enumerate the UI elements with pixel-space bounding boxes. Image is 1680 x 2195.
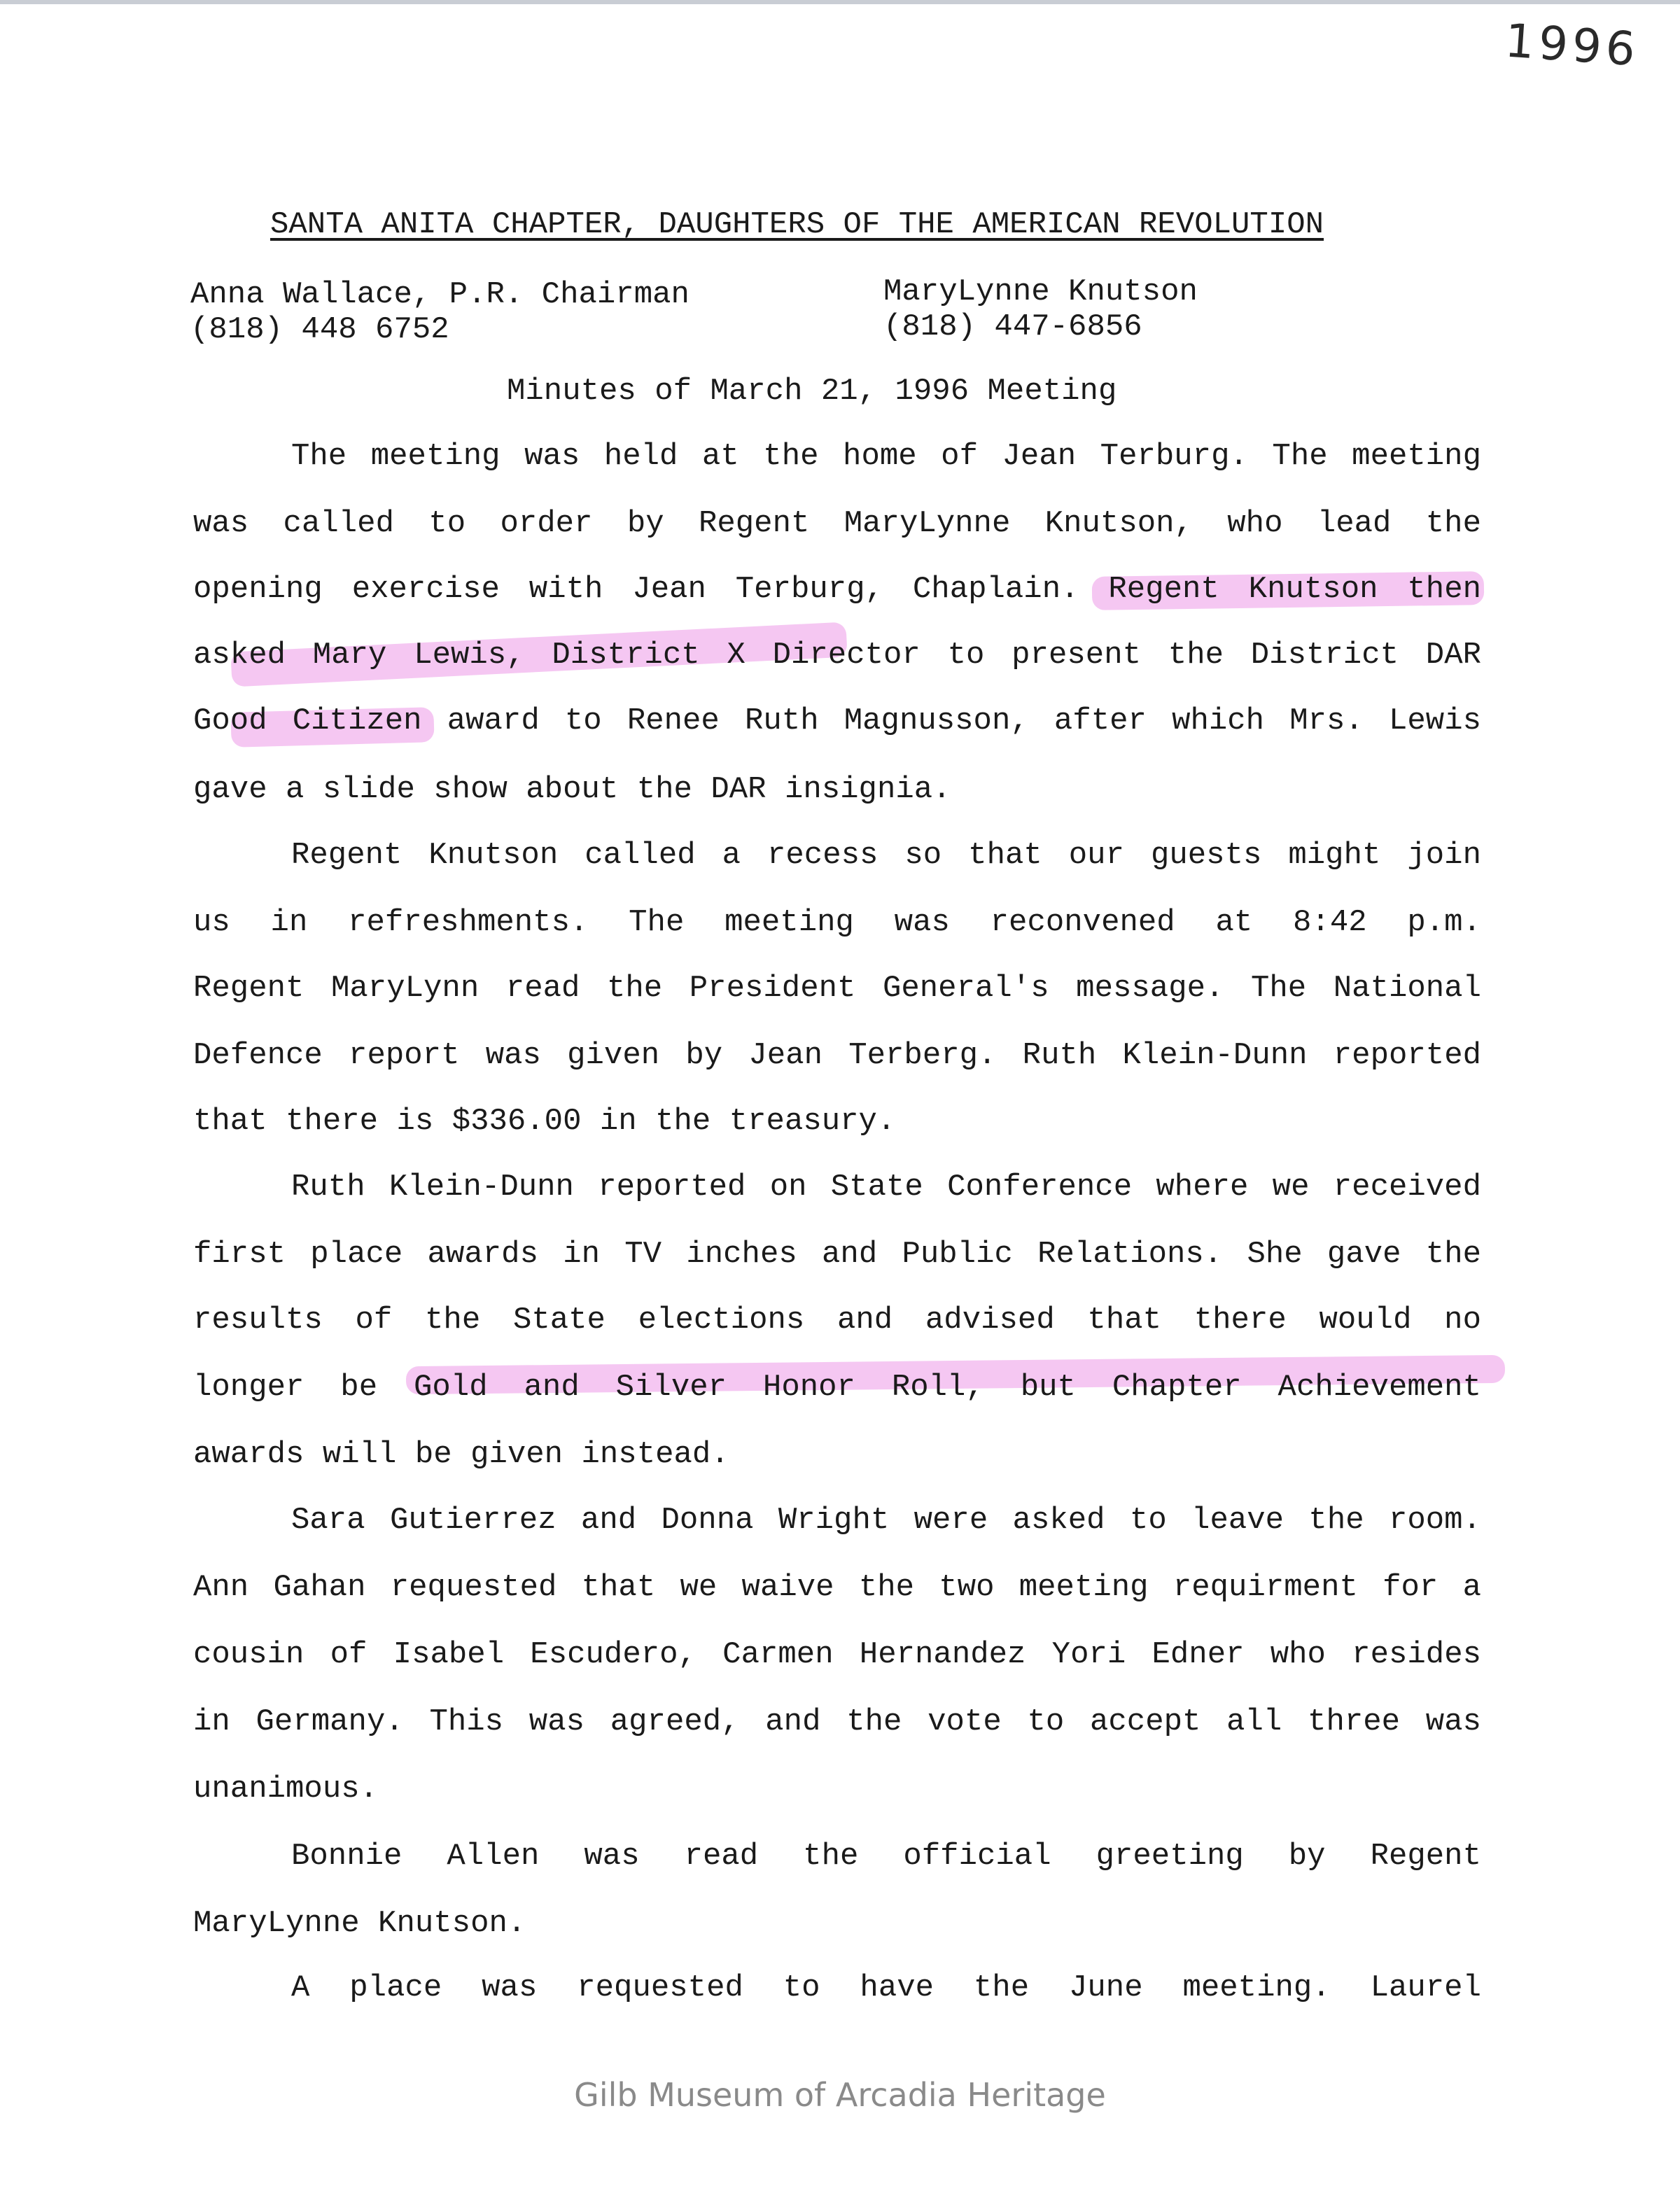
body-line: longer be Gold and Silver Honor Roll, but Chapter Achievement [193, 1370, 1481, 1405]
body-line: Sara Gutierrez and Donna Wright were asked to leave the room. [291, 1503, 1481, 1538]
body-line: Regent MaryLynn read the President General's message. The National [193, 971, 1481, 1006]
body-line: opening exercise with Jean Terburg, Chaplain. Regent Knutson then [193, 572, 1481, 607]
body-line: that there is $336.00 in the treasury. [193, 1104, 896, 1139]
body-line: us in refreshments. The meeting was reconvened at 8:42 p.m. [193, 905, 1481, 940]
scan-top-edge [0, 0, 1680, 4]
handwritten-year-annotation: 1996 [1503, 13, 1642, 77]
contact-left [190, 277, 690, 347]
body-line: Regent Knutson called a recess so that our guests might join [291, 838, 1481, 873]
body-line: awards will be given instead. [193, 1437, 729, 1472]
museum-watermark: Gilb Museum of Arcadia Heritage [574, 2076, 1106, 2114]
body-line: gave a slide show about the DAR insignia. [193, 772, 951, 807]
body-line: in Germany. This was agreed, and the vote to accept all three was [193, 1704, 1481, 1739]
body-line: MaryLynne Knutson. [193, 1906, 526, 1941]
body-line: Ruth Klein-Dunn reported on State Conference where we received [291, 1170, 1481, 1205]
body-line: was called to order by Regent MaryLynne Knutson, who lead the [193, 506, 1481, 541]
body-line: results of the State elections and advised that there would no [193, 1303, 1481, 1338]
contact-right-phone: (818) 447-6856 [883, 309, 1142, 344]
body-line: unanimous. [193, 1772, 379, 1807]
body-line: Defence report was given by Jean Terberg. Ruth Klein-Dunn reported [193, 1038, 1481, 1073]
body-line: cousin of Isabel Escudero, Carmen Hernandez Yori Edner who resides [193, 1637, 1481, 1672]
body-line: first place awards in TV inches and Public Relations. She gave the [193, 1237, 1481, 1272]
body-line: The meeting was held at the home of Jean Terburg. The meeting [291, 439, 1481, 474]
body-line: Bonnie Allen was read the official greeting by Regent [291, 1839, 1481, 1874]
contact-left-phone: (818) 448 6752 [190, 312, 449, 347]
minutes-subtitle: Minutes of March 21, 1996 Meeting [507, 374, 1117, 409]
body-line: Good Citizen award to Renee Ruth Magnusson, after which Mrs. Lewis [193, 703, 1481, 738]
contact-left-name: Anna Wallace, P.R. Chairman [190, 277, 690, 312]
contact-right-name: MaryLynne Knutson [883, 274, 1198, 309]
contact-right [883, 274, 1198, 344]
document-title: SANTA ANITA CHAPTER, DAUGHTERS OF THE AMERICAN REVOLUTION [270, 207, 1324, 242]
body-line: asked Mary Lewis, District X Director to present the District DAR [193, 638, 1481, 673]
body-line: A place was requested to have the June meeting. Laurel [291, 1970, 1481, 2005]
body-line: Ann Gahan requested that we waive the two meeting requirment for a [193, 1570, 1481, 1605]
